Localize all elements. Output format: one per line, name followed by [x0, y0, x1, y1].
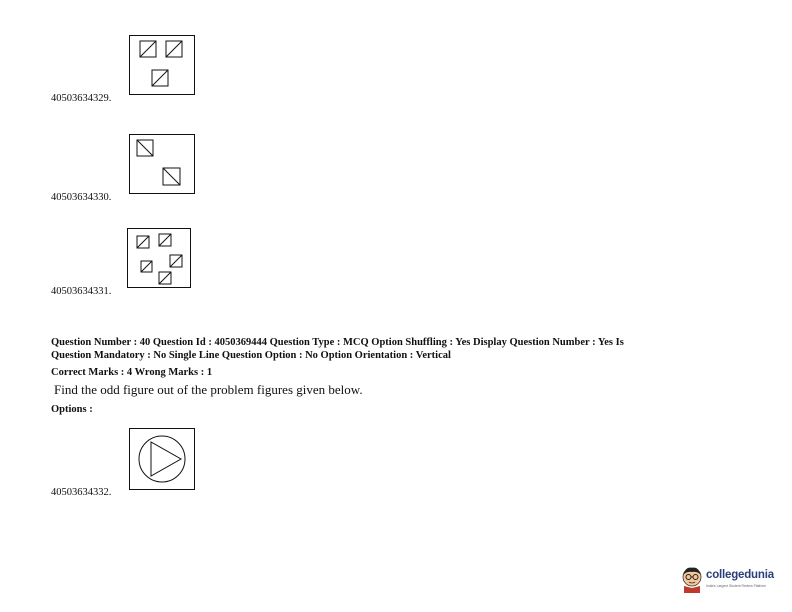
option-id: 40503634332.: [51, 487, 112, 498]
question-meta-line-1: Question Number : 40 Question Id : 4050369444 Question Type : MCQ Option Shuffling : Yes Display Question Number : Yes Is: [51, 337, 624, 348]
option-figure-1: [129, 35, 195, 95]
marks-line: Correct Marks : 4 Wrong Marks : 1: [51, 367, 213, 378]
option-figure-4: [129, 428, 195, 490]
question-meta: [51, 336, 741, 362]
question-text: Find the odd figure out of the problem figures given below.: [54, 382, 363, 397]
option-id: 40503634329.: [51, 93, 112, 104]
option-figure-3: [127, 228, 191, 288]
question-meta-line-2: Question Mandatory : No Single Line Question Option : No Option Orientation : Vertical: [51, 350, 451, 361]
option-figure-2: [129, 134, 195, 194]
options-label: Options :: [51, 404, 93, 415]
option-id: 40503634330.: [51, 192, 112, 203]
collegedunia-logo: [680, 566, 780, 596]
mascot-icon: [680, 566, 704, 594]
option-id: 40503634331.: [51, 286, 112, 297]
logo-tagline: India's Largest Student Review Platform: [706, 584, 767, 588]
logo-name: collegedunia: [706, 569, 774, 581]
